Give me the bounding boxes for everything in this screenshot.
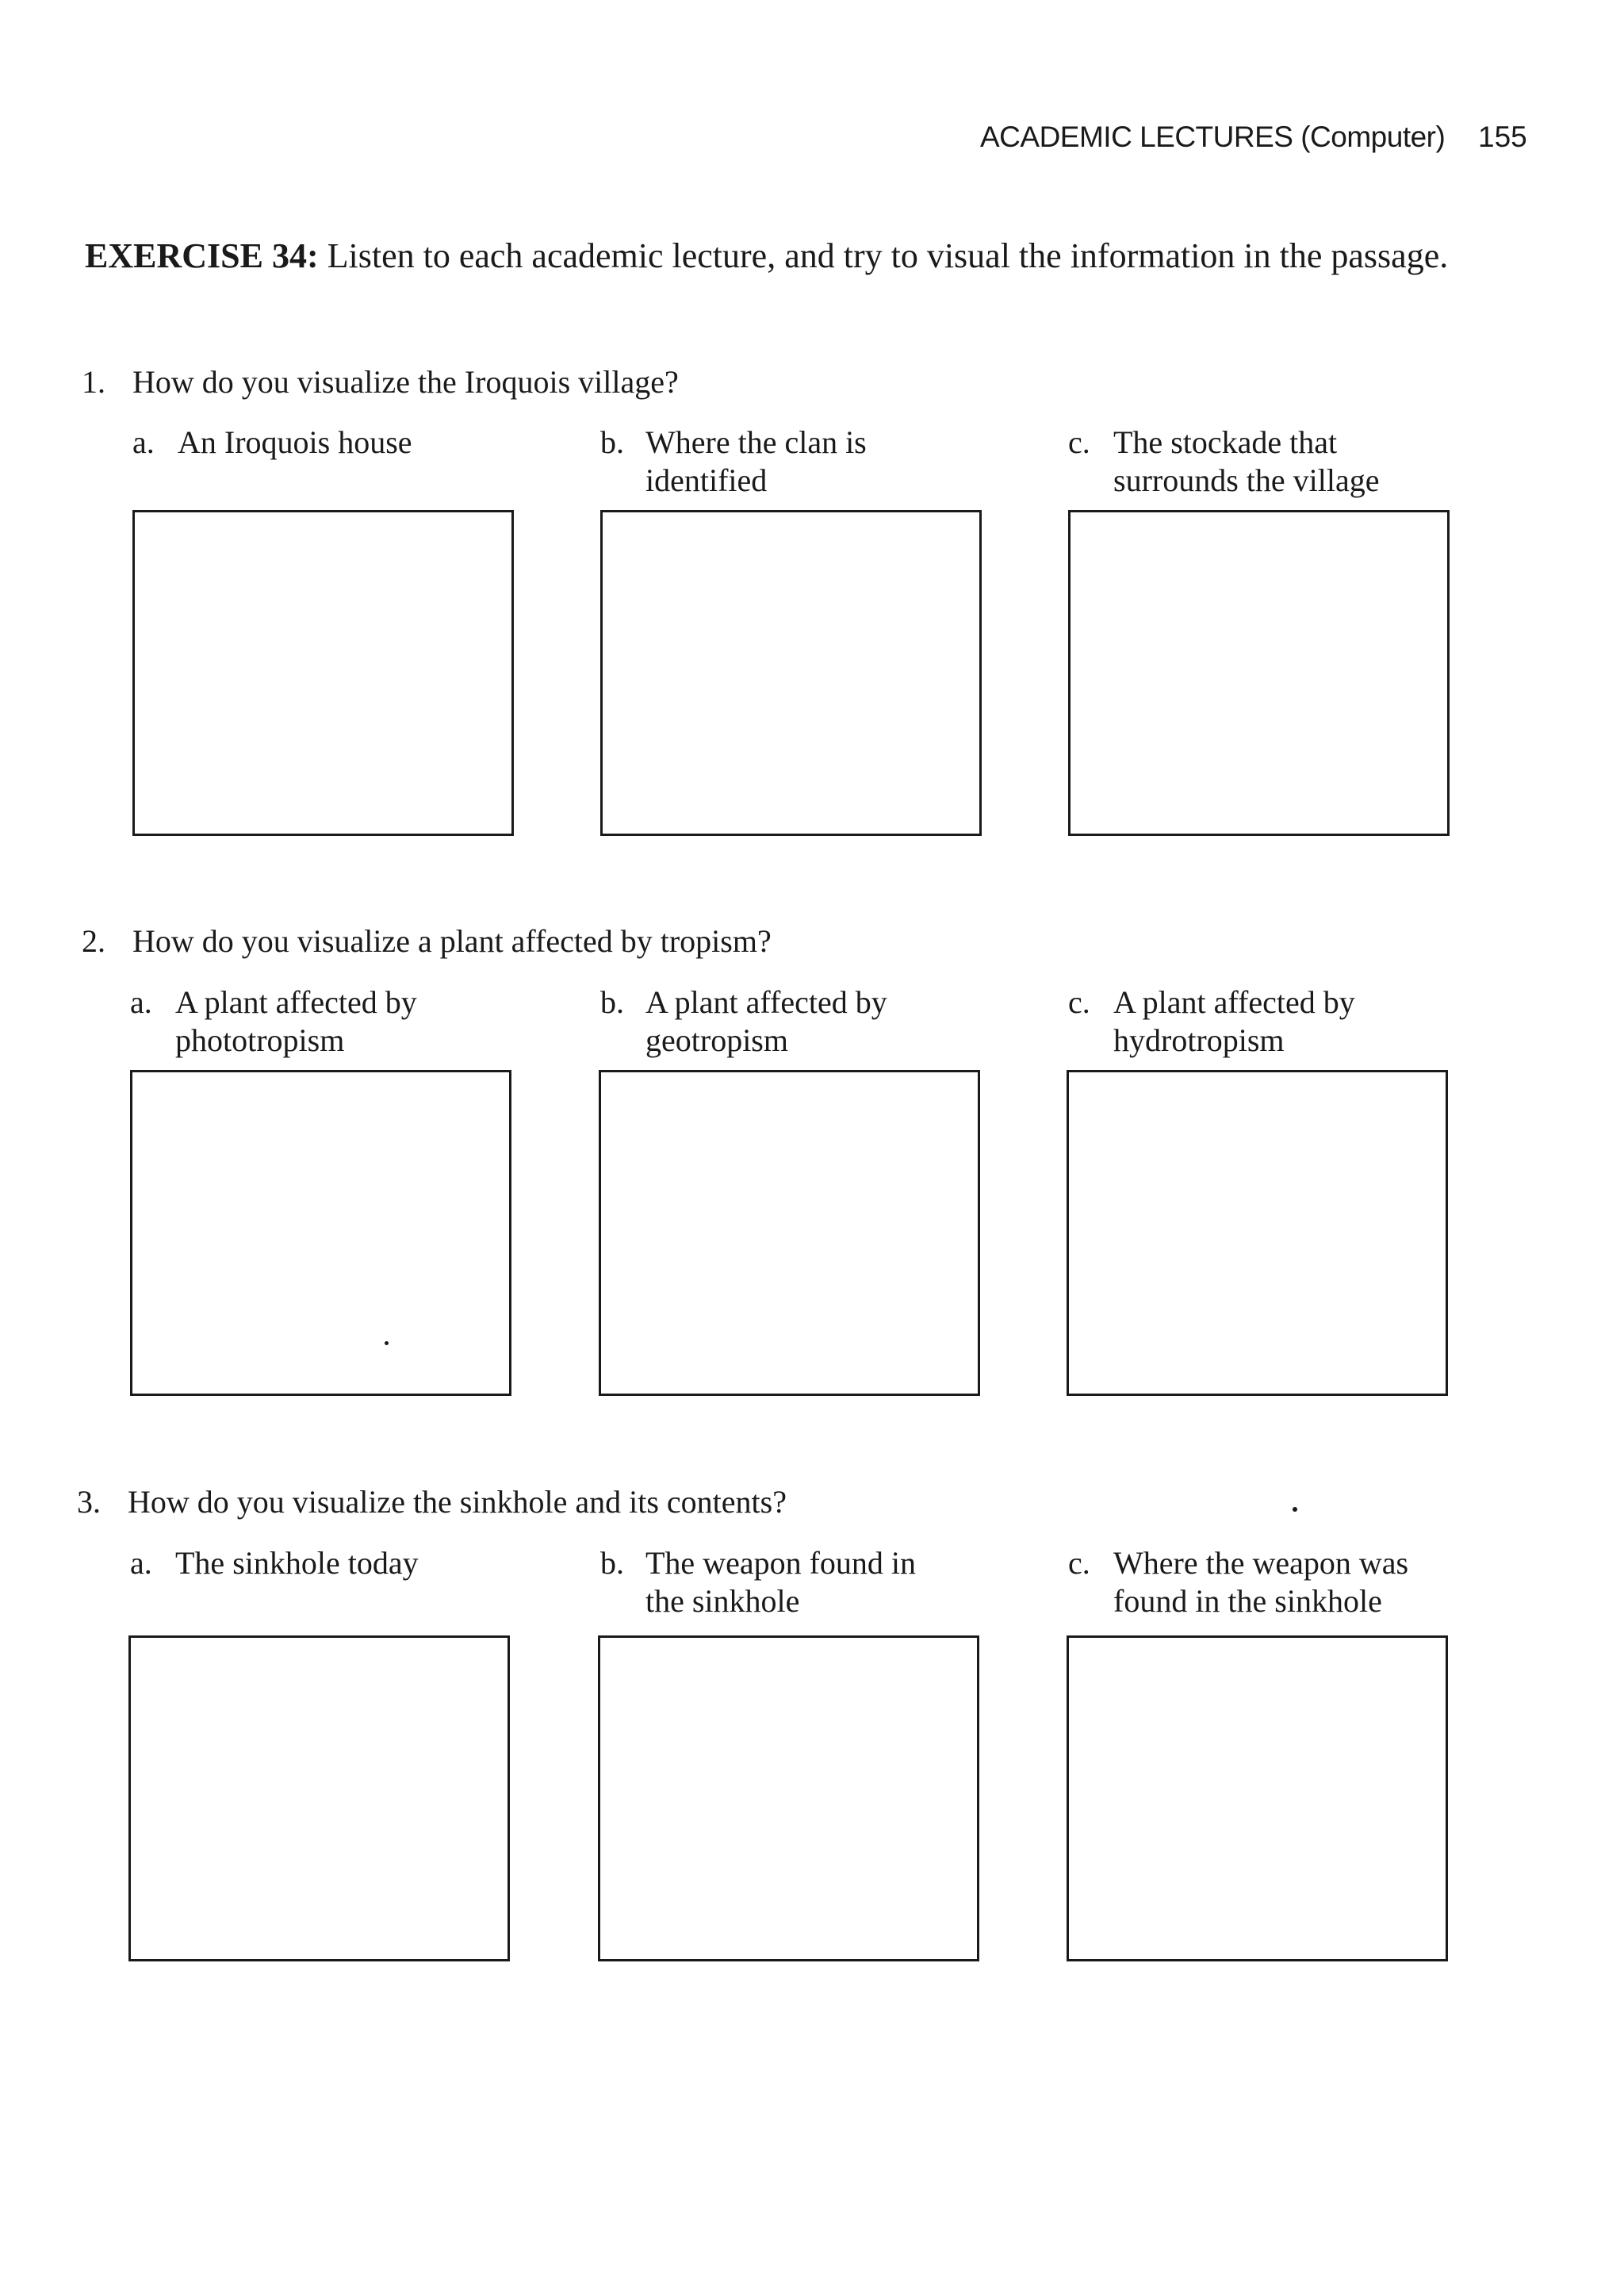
option-text: An Iroquois house: [178, 424, 412, 460]
option-letter: b.: [600, 424, 624, 460]
exercise-label: EXERCISE 34:: [85, 236, 319, 275]
question-text: How do you visualize the Iroquois village?: [132, 364, 679, 400]
option-1b: [600, 424, 902, 500]
question-2: [82, 922, 772, 960]
exercise-instruction: [85, 234, 1449, 278]
question-text: How do you visualize the sinkhole and its contents?: [128, 1484, 787, 1520]
option-letter: a.: [132, 424, 155, 460]
option-3c: [1068, 1544, 1449, 1620]
question-number: 3.: [77, 1484, 101, 1520]
running-head: ACADEMIC LECTURES (Computer): [980, 121, 1446, 153]
question-text: How do you visualize a plant affected by tropism?: [132, 923, 772, 959]
option-3a: [130, 1544, 511, 1582]
option-3b: [600, 1544, 933, 1620]
question-3: [77, 1483, 787, 1521]
option-text: The sinkhole today: [175, 1545, 419, 1581]
stray-dot: [385, 1341, 389, 1345]
drawing-box-2b[interactable]: [599, 1070, 980, 1396]
option-text: A plant affected by phototropism: [175, 984, 417, 1058]
drawing-box-1a[interactable]: [132, 510, 514, 836]
stray-dot: [1293, 1507, 1297, 1512]
exercise-text: Listen to each academic lecture, and try to visual the information in the passage.: [327, 236, 1449, 275]
option-letter: c.: [1068, 984, 1090, 1020]
drawing-box-3c[interactable]: [1067, 1635, 1448, 1961]
option-text: Where the weapon was found in the sinkhole: [1113, 1545, 1409, 1619]
drawing-box-1c[interactable]: [1068, 510, 1450, 836]
drawing-box-3a[interactable]: [128, 1635, 510, 1961]
option-letter: a.: [130, 1545, 152, 1581]
option-text: A plant affected by geotropism: [645, 984, 887, 1058]
drawing-box-3b[interactable]: [598, 1635, 979, 1961]
page-number: 155: [1478, 121, 1527, 153]
question-number: 2.: [82, 923, 105, 959]
drawing-box-1b[interactable]: [600, 510, 982, 836]
drawing-box-2a[interactable]: [130, 1070, 511, 1396]
option-2a: [130, 983, 511, 1060]
option-text: The weapon found in the sinkhole: [645, 1545, 917, 1619]
option-letter: c.: [1068, 424, 1090, 460]
option-text: Where the clan is identified: [645, 424, 867, 498]
option-1a: [132, 424, 513, 462]
option-2c: [1068, 983, 1449, 1060]
option-letter: a.: [130, 984, 152, 1020]
question-1: [82, 363, 679, 401]
option-letter: b.: [600, 984, 624, 1020]
drawing-box-2c[interactable]: [1067, 1070, 1448, 1396]
option-letter: b.: [600, 1545, 624, 1581]
option-text: The stockade that surrounds the village: [1113, 424, 1380, 498]
option-text: A plant affected by hydrotropism: [1113, 984, 1355, 1058]
option-letter: c.: [1068, 1545, 1090, 1581]
question-number: 1.: [82, 364, 105, 400]
option-2b: [600, 983, 981, 1060]
option-1c: [1068, 424, 1425, 500]
